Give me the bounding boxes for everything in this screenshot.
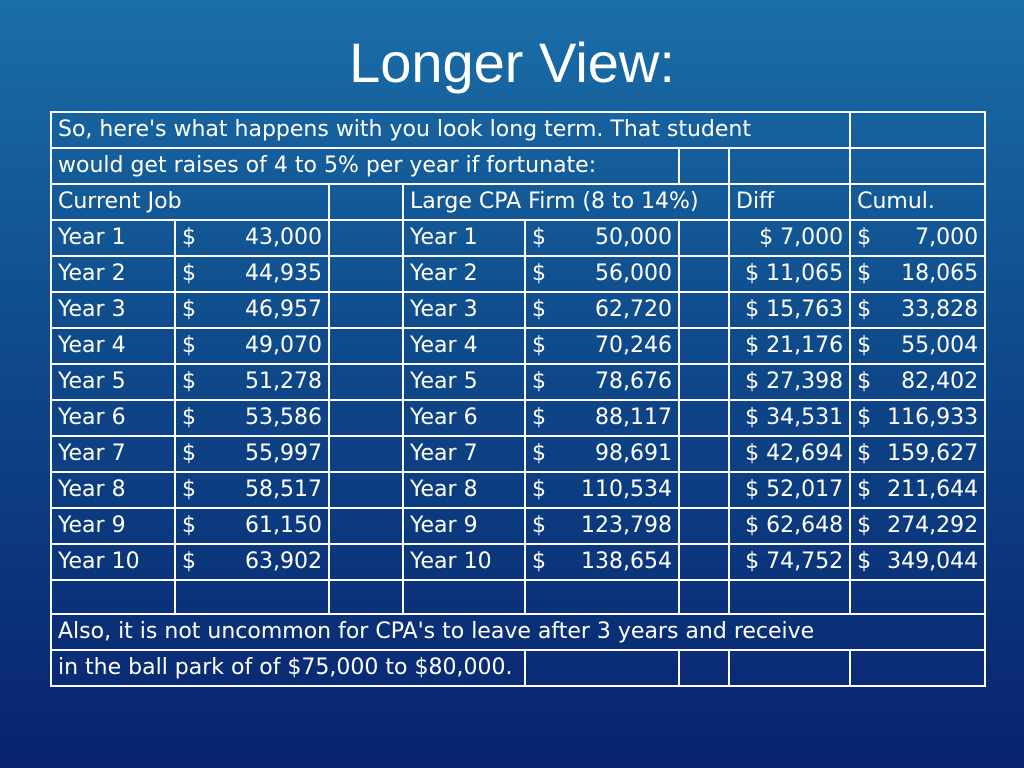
empty-cell <box>329 328 403 364</box>
currency-symbol: $ <box>857 549 872 574</box>
empty-cell <box>679 256 729 292</box>
currency-symbol: $ <box>857 513 872 538</box>
currency-symbol: $ <box>532 477 546 502</box>
diff-value: 52,017 <box>766 477 844 502</box>
table-row <box>51 436 985 472</box>
currency-symbol: $ <box>745 405 760 430</box>
current-year-label: Year 1 <box>51 220 175 256</box>
current-salary-value: 53,586 <box>245 405 322 430</box>
empty-cell <box>329 364 403 400</box>
current-salary-value: 49,070 <box>245 333 322 358</box>
empty-cell <box>525 580 679 614</box>
currency-symbol: $ <box>532 369 546 394</box>
empty-cell <box>329 292 403 328</box>
cpa-salary <box>525 544 679 580</box>
table-row <box>51 292 985 328</box>
cumul-value: 18,065 <box>901 261 979 286</box>
empty-cell <box>850 112 985 148</box>
table-row <box>51 364 985 400</box>
diff-cell <box>729 256 850 292</box>
intro-row-2 <box>51 148 985 184</box>
currency-symbol: $ <box>857 225 872 250</box>
empty-cell <box>679 436 729 472</box>
diff-cell <box>729 472 850 508</box>
cpa-salary <box>525 220 679 256</box>
current-salary <box>175 400 329 436</box>
empty-cell <box>51 580 175 614</box>
cumul-value: 274,292 <box>887 513 979 538</box>
cpa-year-label: Year 1 <box>403 220 525 256</box>
diff-cell <box>729 292 850 328</box>
currency-symbol: $ <box>745 333 760 358</box>
cpa-salary-value: 62,720 <box>595 297 672 322</box>
cpa-salary <box>525 400 679 436</box>
empty-cell <box>679 220 729 256</box>
cumul-cell <box>850 256 985 292</box>
cumul-cell <box>850 472 985 508</box>
table-row <box>51 472 985 508</box>
currency-symbol: $ <box>745 369 760 394</box>
footer-row-2 <box>51 650 985 686</box>
empty-cell <box>329 580 403 614</box>
currency-symbol: $ <box>857 477 872 502</box>
currency-symbol: $ <box>182 225 196 250</box>
empty-row <box>51 580 985 614</box>
cpa-salary-value: 110,534 <box>581 477 672 502</box>
currency-symbol: $ <box>532 225 546 250</box>
diff-value: 11,065 <box>766 261 844 286</box>
cpa-salary-value: 138,654 <box>581 549 672 574</box>
empty-cell <box>729 148 850 184</box>
cpa-salary <box>525 472 679 508</box>
current-year-label: Year 3 <box>51 292 175 328</box>
current-year-label: Year 9 <box>51 508 175 544</box>
cumul-cell <box>850 364 985 400</box>
empty-cell <box>329 436 403 472</box>
empty-cell <box>329 544 403 580</box>
cumul-value: 211,644 <box>887 477 979 502</box>
cpa-salary <box>525 436 679 472</box>
table-row <box>51 508 985 544</box>
empty-cell <box>729 580 850 614</box>
empty-cell <box>850 148 985 184</box>
current-salary <box>175 256 329 292</box>
header-cumul: Cumul. <box>850 184 985 220</box>
empty-cell <box>679 364 729 400</box>
footer-text-2: in the ball park of of $75,000 to $80,000. <box>51 650 525 686</box>
empty-cell <box>329 184 403 220</box>
currency-symbol: $ <box>182 405 196 430</box>
cumul-cell <box>850 544 985 580</box>
cumul-value: 7,000 <box>915 225 979 250</box>
current-salary-value: 61,150 <box>245 513 322 538</box>
cumul-value: 349,044 <box>887 549 979 574</box>
footer-text-1: Also, it is not uncommon for CPA's to leave after 3 years and receive <box>51 614 985 650</box>
diff-value: 7,000 <box>780 225 844 250</box>
salary-table <box>50 111 986 687</box>
current-salary <box>175 472 329 508</box>
cpa-salary <box>525 256 679 292</box>
currency-symbol: $ <box>857 261 872 286</box>
footer-row-1 <box>51 614 985 650</box>
currency-symbol: $ <box>857 441 872 466</box>
table-row <box>51 256 985 292</box>
cpa-year-label: Year 5 <box>403 364 525 400</box>
cpa-salary-value: 50,000 <box>595 225 672 250</box>
current-salary <box>175 508 329 544</box>
cpa-year-label: Year 6 <box>403 400 525 436</box>
currency-symbol: $ <box>759 225 774 250</box>
current-salary-value: 46,957 <box>245 297 322 322</box>
diff-value: 27,398 <box>766 369 844 394</box>
cumul-cell <box>850 328 985 364</box>
empty-cell <box>679 508 729 544</box>
currency-symbol: $ <box>857 297 872 322</box>
current-salary-value: 55,997 <box>245 441 322 466</box>
current-salary <box>175 220 329 256</box>
cpa-year-label: Year 4 <box>403 328 525 364</box>
cpa-salary-value: 98,691 <box>595 441 672 466</box>
intro-row-1 <box>51 112 985 148</box>
currency-symbol: $ <box>182 513 196 538</box>
intro-text-2: would get raises of 4 to 5% per year if fortunate: <box>51 148 679 184</box>
empty-cell <box>329 220 403 256</box>
cpa-salary-value: 78,676 <box>595 369 672 394</box>
currency-symbol: $ <box>532 261 546 286</box>
cumul-value: 33,828 <box>901 297 979 322</box>
table-row <box>51 328 985 364</box>
table-row <box>51 544 985 580</box>
empty-cell <box>679 580 729 614</box>
cumul-value: 159,627 <box>887 441 979 466</box>
cpa-salary <box>525 364 679 400</box>
currency-symbol: $ <box>182 549 196 574</box>
currency-symbol: $ <box>745 477 760 502</box>
diff-cell <box>729 400 850 436</box>
current-year-label: Year 4 <box>51 328 175 364</box>
currency-symbol: $ <box>857 369 872 394</box>
header-cpa-firm: Large CPA Firm (8 to 14%) <box>403 184 729 220</box>
empty-cell <box>679 400 729 436</box>
currency-symbol: $ <box>745 549 760 574</box>
cumul-value: 55,004 <box>901 333 979 358</box>
current-salary-value: 58,517 <box>245 477 322 502</box>
empty-cell <box>329 256 403 292</box>
current-salary <box>175 544 329 580</box>
current-year-label: Year 7 <box>51 436 175 472</box>
header-row <box>51 184 985 220</box>
diff-value: 74,752 <box>766 549 844 574</box>
currency-symbol: $ <box>532 405 546 430</box>
cpa-year-label: Year 2 <box>403 256 525 292</box>
current-year-label: Year 2 <box>51 256 175 292</box>
currency-symbol: $ <box>857 333 872 358</box>
empty-cell <box>679 650 729 686</box>
cumul-value: 82,402 <box>901 369 979 394</box>
current-salary <box>175 364 329 400</box>
cumul-cell <box>850 400 985 436</box>
current-salary-value: 51,278 <box>245 369 322 394</box>
currency-symbol: $ <box>745 441 760 466</box>
diff-value: 62,648 <box>766 513 844 538</box>
currency-symbol: $ <box>182 261 196 286</box>
current-year-label: Year 6 <box>51 400 175 436</box>
currency-symbol: $ <box>857 405 872 430</box>
diff-cell <box>729 364 850 400</box>
empty-cell <box>329 508 403 544</box>
cpa-salary-value: 56,000 <box>595 261 672 286</box>
current-salary <box>175 436 329 472</box>
cpa-year-label: Year 3 <box>403 292 525 328</box>
diff-value: 42,694 <box>766 441 844 466</box>
currency-symbol: $ <box>745 297 760 322</box>
current-salary <box>175 328 329 364</box>
cpa-salary-value: 70,246 <box>595 333 672 358</box>
empty-cell <box>850 580 985 614</box>
table-row <box>51 220 985 256</box>
empty-cell <box>329 472 403 508</box>
header-current-job: Current Job <box>51 184 329 220</box>
currency-symbol: $ <box>182 333 196 358</box>
empty-cell <box>175 580 329 614</box>
cpa-salary-value: 88,117 <box>595 405 672 430</box>
currency-symbol: $ <box>532 549 546 574</box>
currency-symbol: $ <box>532 441 546 466</box>
currency-symbol: $ <box>182 477 196 502</box>
empty-cell <box>679 544 729 580</box>
empty-cell <box>329 400 403 436</box>
cpa-year-label: Year 8 <box>403 472 525 508</box>
empty-cell <box>729 650 850 686</box>
empty-cell <box>525 650 679 686</box>
currency-symbol: $ <box>182 369 196 394</box>
cumul-cell <box>850 292 985 328</box>
currency-symbol: $ <box>182 441 196 466</box>
current-year-label: Year 10 <box>51 544 175 580</box>
diff-value: 15,763 <box>766 297 844 322</box>
currency-symbol: $ <box>745 261 760 286</box>
current-year-label: Year 5 <box>51 364 175 400</box>
currency-symbol: $ <box>745 513 760 538</box>
currency-symbol: $ <box>532 297 546 322</box>
cpa-salary-value: 123,798 <box>581 513 672 538</box>
diff-value: 34,531 <box>766 405 844 430</box>
diff-cell <box>729 436 850 472</box>
table-row <box>51 400 985 436</box>
empty-cell <box>679 472 729 508</box>
cpa-year-label: Year 9 <box>403 508 525 544</box>
cumul-cell <box>850 220 985 256</box>
current-year-label: Year 8 <box>51 472 175 508</box>
current-salary-value: 63,902 <box>245 549 322 574</box>
intro-text-1: So, here's what happens with you look long term. That student <box>51 112 850 148</box>
empty-cell <box>679 148 729 184</box>
cumul-cell <box>850 436 985 472</box>
currency-symbol: $ <box>532 333 546 358</box>
empty-cell <box>850 650 985 686</box>
diff-cell <box>729 508 850 544</box>
diff-cell <box>729 544 850 580</box>
diff-value: 21,176 <box>766 333 844 358</box>
empty-cell <box>679 328 729 364</box>
current-salary <box>175 292 329 328</box>
cumul-value: 116,933 <box>887 405 979 430</box>
cpa-salary <box>525 328 679 364</box>
cumul-cell <box>850 508 985 544</box>
empty-cell <box>679 292 729 328</box>
slide-title: Longer View: <box>349 31 675 94</box>
cpa-year-label: Year 7 <box>403 436 525 472</box>
cpa-year-label: Year 10 <box>403 544 525 580</box>
cpa-salary <box>525 292 679 328</box>
currency-symbol: $ <box>182 297 196 322</box>
header-diff: Diff <box>729 184 850 220</box>
diff-cell <box>729 220 850 256</box>
current-salary-value: 43,000 <box>245 225 322 250</box>
cpa-salary <box>525 508 679 544</box>
current-salary-value: 44,935 <box>245 261 322 286</box>
diff-cell <box>729 328 850 364</box>
currency-symbol: $ <box>532 513 546 538</box>
empty-cell <box>403 580 525 614</box>
